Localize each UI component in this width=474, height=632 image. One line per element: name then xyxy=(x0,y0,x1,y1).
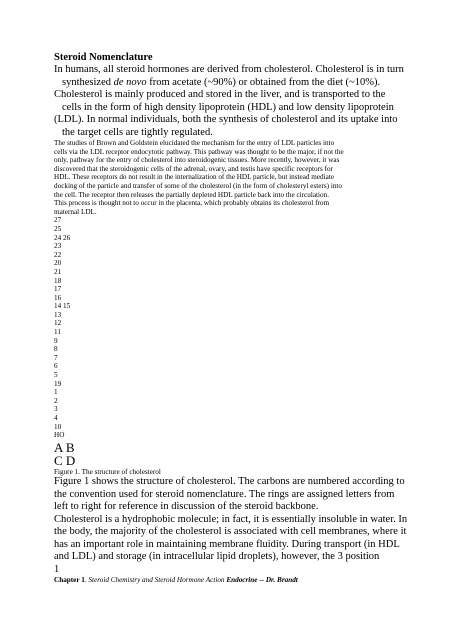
ring-label-row: A B xyxy=(54,439,75,455)
intro-paragraph xyxy=(54,64,430,139)
paragraph-line: discovered that the steroidogenic cells of the adrenal, ovary, and testis have specific receptors for xyxy=(54,164,333,173)
paragraph-line: only, pathway for the entry of cholesterol into steroidogenic tissues. More recently, however, it was xyxy=(54,156,340,165)
paragraph-line: Figure 1 shows the structure of cholesterol. The carbons are numbered according to xyxy=(54,476,405,488)
carbon-number: 9 xyxy=(54,336,58,345)
paragraph-line: the convention used for steroid nomenclature. The rings are assigned letters from xyxy=(54,488,395,500)
intro-line: the target cells are tightly regulated. xyxy=(62,126,213,138)
hydroxyl-label: HO xyxy=(54,431,65,440)
footer-separator: . xyxy=(84,575,89,584)
carbon-number: 2 xyxy=(54,396,58,405)
footer-book: Endocrine -- Dr. Brandt xyxy=(224,575,298,584)
figure-caption: Figure 1. The structure of cholesterol xyxy=(54,467,161,476)
description-paragraph xyxy=(54,476,430,564)
intro-line: In humans, all steroid hormones are derived from cholesterol. Cholesterol is in turn xyxy=(54,64,404,75)
carbon-number: 3 xyxy=(54,405,58,414)
carbon-number-list xyxy=(54,216,430,439)
carbon-number: 6 xyxy=(54,362,58,371)
carbon-number: 13 xyxy=(54,310,62,319)
carbon-number: 25 xyxy=(54,224,62,233)
paragraph-line: the cell. The receptor then releases the partially depleted HDL particle back into the circulation. xyxy=(54,190,330,199)
carbon-number: 23 xyxy=(54,242,62,251)
carbon-number: 19 xyxy=(54,379,62,388)
paragraph-line: docking of the particle and transfer of some of the cholesterol (in the form of cholesteryl esters) into xyxy=(54,181,343,190)
carbon-number: 18 xyxy=(54,276,62,285)
carbon-number: 21 xyxy=(54,267,62,276)
carbon-number: 5 xyxy=(54,371,58,380)
page-number: 1 xyxy=(54,563,60,575)
intro-line: cells in the form of high density lipoprotein (HDL) and low density lipoprotein xyxy=(62,101,394,113)
carbon-number: 22 xyxy=(54,250,62,259)
carbon-number: 16 xyxy=(54,293,62,302)
latin-term: de novo xyxy=(113,76,147,88)
carbon-number: 11 xyxy=(54,328,61,337)
carbon-number: 10 xyxy=(54,422,62,431)
carbon-number: 8 xyxy=(54,345,58,354)
carbon-number: 17 xyxy=(54,285,62,294)
paragraph-line: HDL. These receptors do not result in the internalization of the HDL particle, but instead mediate xyxy=(54,173,335,182)
carbon-number: 1 xyxy=(54,388,58,397)
paragraph-line: Cholesterol is a hydrophobic molecule; in fact, it is essentially insoluble in water. In xyxy=(54,513,408,525)
intro-line: Cholesterol is mainly produced and stored in the liver, and is transported to the xyxy=(54,89,386,100)
ring-labels xyxy=(54,441,430,467)
page-footer xyxy=(54,576,430,585)
carbon-number: 12 xyxy=(54,319,62,328)
carbon-number: 24 26 xyxy=(54,233,71,242)
intro-line: synthesized de novo from acetate (~90%) or obtained from the diet (~10%). xyxy=(62,76,381,88)
carbon-number: 20 xyxy=(54,259,62,268)
ldl-receptor-paragraph xyxy=(54,139,430,216)
paragraph-line: The studies of Brown and Goldstein elucidated the mechanism for the entry of LDL particles into xyxy=(54,139,335,147)
ring-label-row: C D xyxy=(54,452,76,468)
carbon-number: 27 xyxy=(54,216,62,225)
intro-line: (LDL). In normal individuals, both the synthesis of cholesterol and its uptake into xyxy=(54,114,398,125)
paragraph-line: left to right for reference in discussion of the steroid backbone. xyxy=(54,501,319,513)
page-content xyxy=(54,52,430,585)
carbon-number: 4 xyxy=(54,414,58,422)
section-heading: Steroid Nomenclature xyxy=(54,52,153,63)
carbon-number: 7 xyxy=(54,353,58,362)
paragraph-line: has an important role in maintaining membrane fluidity. During transport (in HDL xyxy=(54,538,400,550)
footer-title: Steroid Chemistry and Steroid Hormone Action xyxy=(88,575,225,584)
paragraph-line: maternal LDL. xyxy=(54,207,97,216)
footer-chapter: Chapter 1 xyxy=(54,575,85,584)
paragraph-line: the body, the majority of the cholesterol is associated with cell membranes, where it xyxy=(54,526,407,538)
paragraph-line: and LDL) and storage (in intracellular lipid droplets), however, the 3 position xyxy=(54,551,380,563)
paragraph-line: This process is thought not to occur in the placenta, which probably obtains its cholesterol from xyxy=(54,199,330,208)
paragraph-line: cells via the LDL receptor endocytotic pathway. This pathway was thought to be the major, if not the xyxy=(54,147,344,156)
carbon-number: 14 15 xyxy=(54,302,71,311)
